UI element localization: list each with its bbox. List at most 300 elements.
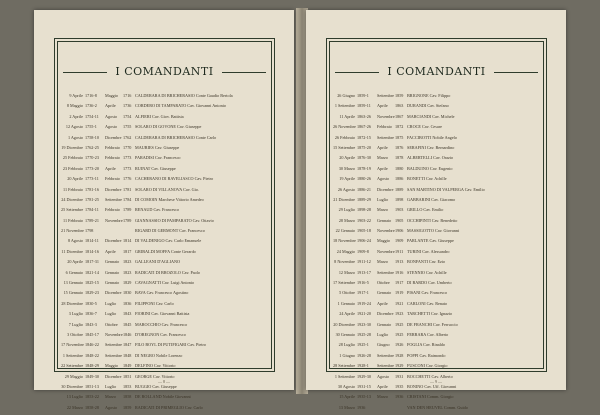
end-day: Marzo bbox=[377, 259, 388, 265]
start-day: 20 Aprile bbox=[67, 259, 83, 265]
commander-name: RENAUD Cav. Francesco bbox=[135, 207, 180, 213]
start-day: 29 Luglio bbox=[338, 207, 355, 213]
end-day: Gennaio bbox=[105, 269, 120, 275]
list-item bbox=[61, 259, 271, 269]
end-day: Dicembre bbox=[105, 238, 122, 244]
list-item bbox=[333, 145, 543, 155]
start-year: 1851-13 bbox=[85, 383, 99, 389]
start-year: 1736-2 bbox=[85, 103, 97, 109]
list-item bbox=[333, 342, 543, 352]
commander-name: OCCHIPINTI Cav. Benedetto bbox=[407, 217, 458, 223]
list-item bbox=[61, 114, 271, 124]
start-year: 1917-1 bbox=[357, 290, 369, 296]
page-title: I COMANDANTI bbox=[387, 65, 486, 78]
start-day: 2 Aprile bbox=[69, 113, 83, 119]
commander-name: GRILLO Cav. Emilio bbox=[407, 207, 444, 213]
list-item bbox=[61, 394, 271, 404]
start-year: 1913-17 bbox=[357, 269, 371, 275]
start-day: 22 Marzo bbox=[66, 404, 83, 410]
end-year: 1853 bbox=[123, 383, 132, 389]
end-day: Gennaio bbox=[105, 280, 120, 286]
end-year: 1867 bbox=[395, 113, 404, 119]
list-item bbox=[61, 124, 271, 134]
commander-name: BALDUINO Cav. Eugenio bbox=[407, 165, 453, 171]
list-item bbox=[61, 135, 271, 145]
start-year: 1858-28 bbox=[85, 404, 99, 410]
start-day: 25 Febbraio bbox=[62, 155, 83, 161]
start-year: 1853-22 bbox=[85, 394, 99, 400]
end-year: 1823 bbox=[123, 259, 132, 265]
start-year: 1905-18 bbox=[357, 228, 371, 234]
end-year: 1906 bbox=[395, 228, 404, 234]
start-day: 15 Settembre bbox=[333, 144, 356, 150]
end-year: 1773 bbox=[123, 165, 132, 171]
list-item bbox=[61, 363, 271, 373]
end-day: Aprile bbox=[105, 248, 116, 254]
start-year: 1754-11 bbox=[85, 113, 99, 119]
start-day: 22 Settembre bbox=[61, 363, 84, 369]
start-day: 24 Maggio bbox=[336, 248, 355, 254]
commander-name: RIGARD DI GERMONT Cav. Francesco bbox=[135, 228, 205, 234]
commander-name: CARLONI Cav. Renato bbox=[407, 300, 448, 306]
end-day: Settembre bbox=[105, 342, 122, 348]
start-year: 1931-15 bbox=[357, 383, 371, 389]
start-day: 5 Ottobre bbox=[339, 290, 355, 296]
commander-name: GEORGE Cav. Vittorio bbox=[135, 373, 175, 379]
list-item bbox=[333, 290, 543, 300]
start-year: 1773-20 bbox=[85, 165, 99, 171]
list-item bbox=[61, 166, 271, 176]
list-item bbox=[333, 93, 543, 103]
start-day: 13 Marzo bbox=[338, 404, 355, 410]
commander-name: BRIGNONE Cav. Filippo bbox=[407, 93, 451, 98]
end-year: 1886 bbox=[395, 176, 404, 182]
start-day: 25 Settembre bbox=[61, 207, 84, 213]
start-day: 26 Febbraio bbox=[334, 134, 355, 140]
end-year: 1817 bbox=[123, 248, 132, 254]
start-day: 8 Maggio bbox=[66, 103, 83, 109]
start-year: 1876-30 bbox=[357, 155, 371, 161]
start-year: 1872-15 bbox=[357, 134, 371, 140]
start-day: 30 Agosto bbox=[337, 383, 355, 389]
end-day: Febbraio bbox=[105, 176, 120, 182]
start-day: 21 Novembre bbox=[61, 228, 84, 234]
start-day: 21 Dicembre bbox=[333, 196, 355, 202]
end-year: 1781 bbox=[123, 186, 132, 192]
page-number: — 9 — bbox=[430, 379, 442, 384]
commander-name: BONINO Cav. Uff. Giovanni bbox=[407, 383, 457, 389]
end-day: Dicembre bbox=[105, 290, 122, 296]
end-day: Luglio bbox=[105, 383, 117, 389]
list-item bbox=[61, 176, 271, 186]
title-row bbox=[55, 65, 274, 79]
end-year: 1830 bbox=[123, 290, 132, 296]
end-year: 1859 bbox=[395, 93, 404, 98]
start-day: 26 Giugno bbox=[337, 93, 355, 98]
commander-name: FACCIBOTTI Nobile Angelo bbox=[407, 134, 457, 140]
end-day: Aprile bbox=[377, 383, 388, 389]
end-year: 1858 bbox=[123, 394, 132, 400]
start-year: 1935-13 bbox=[357, 394, 371, 400]
start-day: 26 Agosto bbox=[337, 186, 355, 192]
end-day: Agosto bbox=[377, 373, 390, 379]
list-item bbox=[333, 197, 543, 207]
end-day: Dicembre bbox=[105, 134, 122, 140]
start-year: 1889-29 bbox=[357, 196, 371, 202]
list-item bbox=[333, 384, 543, 394]
end-year: 1823 bbox=[123, 269, 132, 275]
start-year: 1921-20 bbox=[357, 311, 371, 317]
commander-name: ALBERTELLI Cav. Orazio bbox=[407, 155, 454, 161]
start-year: 1936 bbox=[357, 404, 366, 410]
end-year: 1875 bbox=[395, 134, 404, 140]
commander-name: TARCHETTI Cav. Ignazio bbox=[407, 311, 453, 317]
start-year: 1814-16 bbox=[85, 248, 99, 254]
list-item bbox=[61, 322, 271, 332]
end-day: Novembre bbox=[105, 217, 123, 223]
start-day: 3 Ottobre bbox=[67, 331, 83, 337]
end-day: Aprile bbox=[377, 300, 388, 306]
list-item bbox=[61, 405, 271, 415]
end-day: Maggio bbox=[105, 363, 119, 369]
list-item bbox=[61, 93, 271, 103]
commander-name: DE ROLLAND Nobile Giovanni bbox=[135, 394, 191, 400]
start-day: 1 Settembre bbox=[62, 352, 83, 358]
start-year: 1909-8 bbox=[357, 248, 369, 254]
start-day: 13 Gennaio bbox=[63, 280, 83, 286]
end-day: Settembre bbox=[377, 363, 394, 369]
end-year: 1770 bbox=[123, 144, 132, 150]
end-day: Agosto bbox=[105, 113, 118, 119]
commander-name: ALFIERI Cav. Giov. Battista bbox=[135, 113, 184, 119]
start-day: 22 Gennaio bbox=[335, 228, 355, 234]
end-day: Novembre bbox=[105, 331, 123, 337]
commander-name: SOLARO DI VILLANOVA Cav. Gio. bbox=[135, 186, 200, 192]
right-page bbox=[306, 10, 566, 410]
start-day: 18 Novembre bbox=[333, 238, 356, 244]
start-year: 1849-30 bbox=[85, 373, 99, 379]
start-year: 1919-24 bbox=[357, 300, 371, 306]
start-day: 19 Dicembre bbox=[61, 144, 83, 150]
list-item bbox=[61, 332, 271, 342]
start-year: 1911-12 bbox=[357, 259, 371, 265]
start-year: 1836-7 bbox=[85, 311, 97, 317]
end-day: Aprile bbox=[105, 103, 116, 109]
start-year: 1843-3 bbox=[85, 321, 97, 327]
start-year: 1878-19 bbox=[357, 165, 371, 171]
list-item bbox=[61, 342, 271, 352]
end-day: Giugno bbox=[377, 342, 390, 348]
start-day: 1 Settembre bbox=[334, 103, 355, 109]
start-year: 1770-23 bbox=[85, 155, 99, 161]
commander-name: CROCE Cav. Cesare bbox=[407, 124, 442, 130]
list-item bbox=[333, 218, 543, 228]
list-item bbox=[333, 187, 543, 197]
title-row bbox=[327, 65, 546, 79]
end-day: Maggio bbox=[377, 238, 391, 244]
list-item bbox=[333, 322, 543, 332]
list-item bbox=[61, 384, 271, 394]
end-year: 1848 bbox=[123, 352, 132, 358]
end-day: Aprile bbox=[105, 165, 116, 171]
list-item bbox=[333, 228, 543, 238]
commander-name: MASSIGOTTO Cav. Giovanni bbox=[407, 228, 460, 234]
end-year: 1776 bbox=[123, 176, 132, 182]
start-year: 1925-28 bbox=[357, 331, 371, 337]
commander-name: GABBARINI Cav. Giacomo bbox=[407, 196, 456, 202]
end-year: 1845 bbox=[123, 321, 132, 327]
start-day: 1 Gennaio bbox=[337, 300, 355, 306]
list-item bbox=[61, 197, 271, 207]
end-year: 1789 bbox=[123, 207, 132, 213]
end-year: 1880 bbox=[395, 165, 404, 171]
list-item bbox=[333, 363, 543, 373]
commander-name: DI VALDENIGO Cav. Carlo Emanuele bbox=[135, 238, 202, 244]
commanders-list bbox=[61, 93, 271, 415]
list-item bbox=[333, 249, 543, 259]
start-day: 6 Gennaio bbox=[65, 269, 83, 275]
end-day: Marzo bbox=[377, 155, 388, 161]
list-item bbox=[333, 280, 543, 290]
end-year: 1754 bbox=[123, 113, 132, 119]
end-day: Luglio bbox=[377, 196, 389, 202]
start-day: 8 Novembre bbox=[334, 259, 355, 265]
end-year: 1925 bbox=[395, 321, 404, 327]
end-day: Novembre bbox=[377, 113, 395, 119]
end-year: 1929 bbox=[395, 363, 404, 369]
start-year: 1867-26 bbox=[357, 124, 371, 130]
left-page bbox=[34, 10, 294, 410]
start-day: 24 Aprile bbox=[339, 311, 355, 317]
start-year: 1825-15 bbox=[85, 280, 99, 286]
end-day: Febbraio bbox=[105, 155, 120, 161]
commander-name: MARCIANDI Cav. Michele bbox=[407, 113, 455, 119]
list-item bbox=[61, 280, 271, 290]
list-item bbox=[333, 155, 543, 165]
commander-name: BUGGIO Cav. Giuseppe bbox=[135, 383, 177, 389]
page-title: I COMANDANTI bbox=[115, 65, 214, 78]
list-item bbox=[61, 207, 271, 217]
commander-name: SAN MARTINO DI VALPERGA Cav. Emilio bbox=[407, 186, 485, 192]
end-day: Settembre bbox=[377, 93, 394, 98]
start-year: 1875-20 bbox=[357, 144, 371, 150]
start-year: 1846-22 bbox=[85, 342, 99, 348]
start-year: 1903-22 bbox=[357, 217, 371, 223]
start-day: 19 Aprile bbox=[339, 176, 355, 182]
start-day: 11 Dicembre bbox=[61, 248, 83, 254]
start-year: 1848-29 bbox=[85, 363, 99, 369]
commander-name: DI BARDO Cav. Umberto bbox=[407, 280, 452, 286]
commander-name: DE FRANCHI Cav. Ferruccio bbox=[407, 321, 458, 327]
commander-name: BAVA Cav. Francesco Agostino bbox=[135, 290, 189, 296]
list-item bbox=[333, 301, 543, 311]
start-year: 1916-5 bbox=[357, 280, 369, 286]
start-day: 20 Dicembre bbox=[333, 321, 355, 327]
end-day: Marzo bbox=[377, 394, 388, 400]
list-item bbox=[333, 332, 543, 342]
start-day: 23 Febbraio bbox=[62, 165, 83, 171]
start-day: 30 Dicembre bbox=[61, 383, 83, 389]
commander-name: TURINI Cav. Alessandro bbox=[407, 248, 450, 254]
list-item bbox=[61, 353, 271, 363]
commander-name: RUINAT Cav. Giuseppe bbox=[135, 165, 176, 171]
end-year: 1716 bbox=[123, 93, 132, 98]
list-item bbox=[333, 176, 543, 186]
end-day: Agosto bbox=[105, 124, 118, 130]
list-item bbox=[333, 135, 543, 145]
start-year: 1762-25 bbox=[85, 144, 99, 150]
end-day: Aprile bbox=[377, 103, 388, 109]
list-item bbox=[61, 270, 271, 280]
commander-name: DI NEGRO Nobile Lorenzo bbox=[135, 352, 183, 358]
end-year: 1876 bbox=[395, 144, 404, 150]
start-day: 9 Aprile bbox=[69, 93, 83, 98]
page-number: — 8 — bbox=[158, 379, 170, 384]
end-year: 1928 bbox=[395, 352, 404, 358]
commander-name: FOGLIA Cav. Rinaldo bbox=[407, 342, 445, 348]
start-year: 1789-21 bbox=[85, 217, 99, 223]
end-year: 1926 bbox=[395, 342, 404, 348]
start-day: 20 Aprile bbox=[339, 155, 355, 161]
end-year: 1736 bbox=[123, 103, 132, 109]
end-day: Settembre bbox=[377, 134, 394, 140]
start-year: 1781-16 bbox=[85, 186, 99, 192]
start-day: 11 Aprile bbox=[339, 113, 355, 119]
end-year: 1913 bbox=[395, 259, 404, 265]
start-year: 1886-21 bbox=[357, 186, 371, 192]
list-item bbox=[61, 218, 271, 228]
start-year: 1859-1 bbox=[357, 93, 369, 98]
commander-name: MAURIES Cav. Giuseppe bbox=[135, 144, 180, 150]
start-day: 17 Novembre bbox=[61, 342, 84, 348]
commander-name: STENNIO Cav. Achille bbox=[407, 269, 447, 275]
start-day: 3 Luglio bbox=[68, 311, 83, 317]
list-item bbox=[333, 238, 543, 248]
start-year: 1755-1 bbox=[85, 124, 97, 130]
list-item bbox=[333, 207, 543, 217]
end-day: Agosto bbox=[105, 404, 118, 410]
commander-name: GIANNASSIO DI PAMPARATO Cav. Ottavio bbox=[135, 217, 214, 223]
commander-name: D'OREGNON Cav. Francesco bbox=[135, 331, 186, 337]
end-year: 1889 bbox=[395, 186, 404, 192]
commander-name: RADICATI DI BROZOLO Cav. Paolo bbox=[135, 269, 200, 275]
commander-name: BONETTI Cav. Achille bbox=[407, 176, 447, 182]
list-item bbox=[333, 124, 543, 134]
end-day: Marzo bbox=[105, 394, 116, 400]
start-day: 1 Agosto bbox=[67, 134, 83, 140]
start-day: 8 Agosto bbox=[67, 238, 83, 244]
list-item bbox=[333, 394, 543, 404]
start-year: 1830-5 bbox=[85, 300, 97, 306]
start-year: 1928-1 bbox=[357, 363, 369, 369]
list-item bbox=[333, 166, 543, 176]
commander-name: DI COMOIN Marchese Vittorio Amedeo bbox=[135, 196, 204, 202]
end-year: 1814 bbox=[123, 238, 132, 244]
start-year: 1859-11 bbox=[357, 103, 371, 109]
start-day: 26 Novembre bbox=[333, 124, 356, 130]
start-day: 15 Aprile bbox=[339, 394, 355, 400]
start-day: 1 Giugno bbox=[339, 352, 355, 358]
start-year: 1929-30 bbox=[357, 373, 371, 379]
commander-name: CRISTANI Comm. Giorgio bbox=[407, 394, 454, 400]
start-day: 28 Dicembre bbox=[61, 300, 83, 306]
list-item bbox=[333, 270, 543, 280]
end-year: 1916 bbox=[395, 269, 404, 275]
end-day: Dicembre bbox=[105, 186, 122, 192]
list-item bbox=[61, 155, 271, 165]
commander-name: SOLARO DI GOVONE Cav. Giuseppe bbox=[135, 124, 202, 130]
page-frame bbox=[54, 38, 275, 410]
start-year: 1923-30 bbox=[357, 321, 371, 327]
end-day: Gennaio bbox=[377, 321, 392, 327]
commander-name: DELFINO Cav. Vittorio bbox=[135, 363, 176, 369]
title-rule-right bbox=[494, 72, 538, 73]
commander-name: DURANDI Cav. Stefano bbox=[407, 103, 449, 109]
end-year: 1878 bbox=[395, 155, 404, 161]
start-day: 24 Dicembre bbox=[61, 196, 83, 202]
start-year: 1781-25 bbox=[85, 196, 99, 202]
list-item bbox=[61, 187, 271, 197]
list-item bbox=[61, 228, 271, 238]
start-year: 1821-14 bbox=[85, 269, 99, 275]
end-year: 1931 bbox=[395, 373, 404, 379]
start-year: 1784-11 bbox=[85, 207, 99, 213]
commander-name: CORDERO DI TAMPARATO Cav. Giovanni Antonio bbox=[135, 103, 226, 109]
start-day: 28 Marzo bbox=[338, 217, 355, 223]
end-day: Dicembre bbox=[105, 373, 122, 379]
end-day: Dicembre bbox=[377, 186, 394, 192]
commander-name: FUSCONI Cav. Giorgio bbox=[407, 363, 448, 369]
end-day: Aprile bbox=[377, 144, 388, 150]
start-year: 1906-24 bbox=[357, 238, 371, 244]
end-year: 1935 bbox=[395, 383, 404, 389]
start-year: 1814-11 bbox=[85, 238, 99, 244]
list-item bbox=[61, 249, 271, 259]
start-day: 12 Marzo bbox=[338, 269, 355, 275]
commander-name: GALLEANI D'AGLIANO bbox=[135, 259, 181, 265]
commanders-list bbox=[333, 93, 543, 415]
commander-name: MAROCCHIO Cav. Francesco bbox=[135, 321, 188, 327]
end-day: Settembre bbox=[105, 196, 122, 202]
list-item bbox=[333, 114, 543, 124]
start-day: 13 Luglio bbox=[66, 394, 83, 400]
commander-name: SERAFINI Cav. Bernardino bbox=[407, 144, 455, 150]
start-year: 1758-10 bbox=[85, 134, 99, 140]
start-year: 1925-1 bbox=[357, 342, 369, 348]
start-day: 11 Febbraio bbox=[63, 217, 83, 223]
end-day: Gennaio bbox=[377, 217, 392, 223]
start-year: 1817-31 bbox=[85, 259, 99, 265]
end-year: 1903 bbox=[395, 207, 404, 213]
commander-name: RADICATI DI PRIMEGLIO Cav. Carlo bbox=[135, 404, 203, 410]
end-year: 1846 bbox=[123, 331, 132, 337]
list-item bbox=[61, 145, 271, 155]
end-day: Febbraio bbox=[105, 144, 120, 150]
commander-name: FERRARA Cav. Alberto bbox=[407, 331, 449, 337]
list-item bbox=[61, 290, 271, 300]
list-item bbox=[61, 103, 271, 113]
commander-name: BONFANTI Cav. Ezio bbox=[407, 259, 446, 265]
list-item bbox=[61, 238, 271, 248]
end-year: 1847 bbox=[123, 342, 132, 348]
commander-name: GRIBALDI MOFFA Conte Gerardo bbox=[135, 248, 196, 254]
commander-name: PARLANTE Cav. Giuseppe bbox=[407, 238, 454, 244]
start-day: 11 Febbraio bbox=[63, 186, 83, 192]
list-item bbox=[333, 259, 543, 269]
end-year: 1919 bbox=[395, 290, 404, 296]
end-year: 1863 bbox=[395, 103, 404, 109]
start-day: 30 Marzo bbox=[338, 165, 355, 171]
